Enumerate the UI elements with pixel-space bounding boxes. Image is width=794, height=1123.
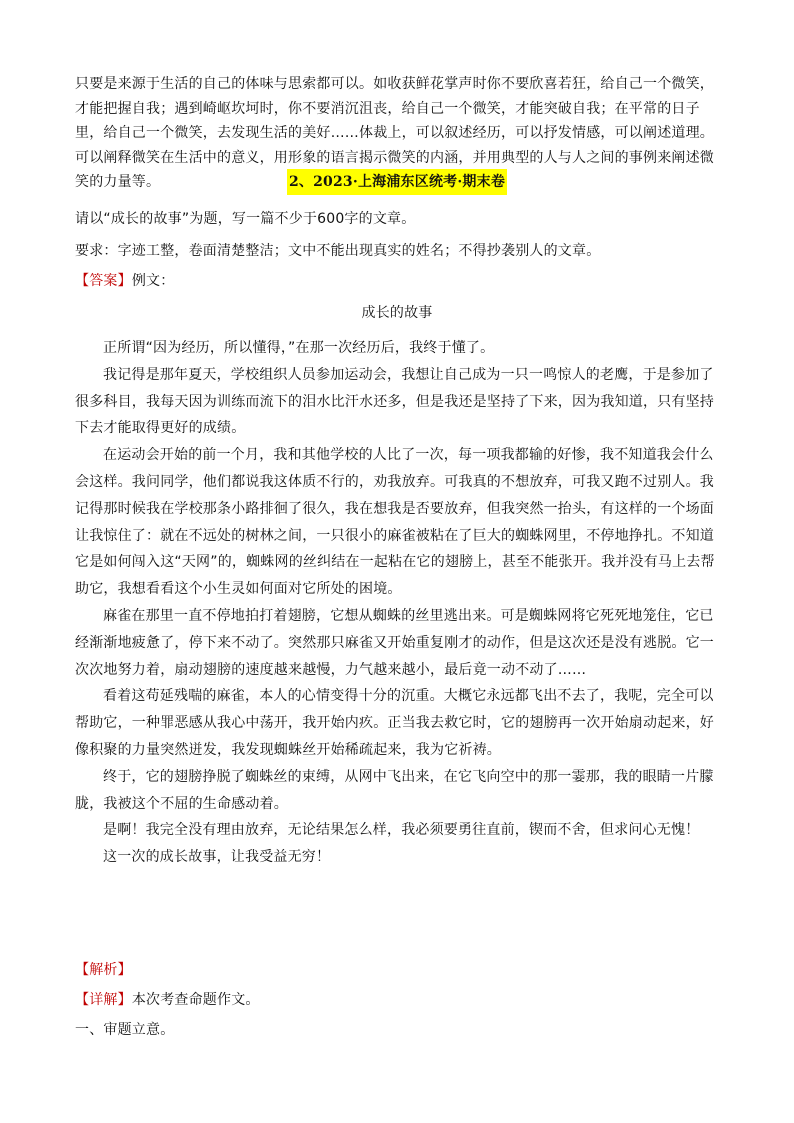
analysis-line: [75, 960, 132, 980]
intro-paragraph: 只要是来源于生活的自己的体味与思索都可以。如收获鲜花掌声时你不要欣喜若狂，给自己一个微笑，才能把握自我；遇到崎岖坎坷时，你不要消沉沮丧，给自己一个微笑，才能突破自我；在平常的日子里，给自己一个微笑，去发现生活的美好……体裁上，可以叙述经历，可以抒发情感，可以阐述道理。可以阐释微笑在生活中的意义，用形象的语言揭示微笑的内涵，并用典型的人与人之间的事例来阐述微笑的力量等。: [75, 76, 714, 190]
analysis-tag: 【解析】: [75, 962, 132, 978]
essay-paragraph: 是啊！我完全没有理由放弃，无论结果怎么样，我必须要勇往直前，锲而不舍，但求问心无愧！: [103, 822, 700, 839]
essay-paragraph: 麻雀在那里一直不停地拍打着翅膀，它想从蜘蛛的丝里逃出来。可是蜘蛛网将它死死地笼住，它已经渐渐地疲惫了，停下来不动了。突然那只麻雀又开始重复刚才的动作，但是这次还是没有逃脱。它一次次地努力着，扇动翅膀的速度越来越慢，力气越来越小，最后竟一动不动了……: [75, 607, 714, 678]
essay-paragraph: 在运动会开始的前一个月，我和其他学校的人比了一次，每一项我都输的好惨，我不知道我会什么会这样。我问同学，他们都说我这体质不行的，劝我放弃。可我真的不想放弃，可我又跑不过别人。我记得那时候我在学校那条小路排徊了很久，我在想我是否要放弃，但我突然一抬头，有这样的一个场面让我惊住了：就在不远处的树林之间，一只很小的麻雀被粘在了巨大的蜘蛛网里，不停地挣扎。不知道它是如何闯入这“天网”的，蜘蛛网的丝纠结在一起粘在它的翅膀上，甚至不能张开。我并没有马上去帮助它，我想看看这个小生灵如何面对它所处的困境。: [75, 447, 715, 598]
answer-tag: 【答案】: [75, 273, 132, 289]
essay-body: [75, 335, 725, 871]
answer-line: [75, 271, 174, 291]
question-heading: 2、2023·上海浦东区统考·期末卷: [287, 169, 507, 195]
essay-paragraph: 看着这苟延残喘的麻雀，本人的心情变得十分的沉重。大概它永远都飞出不去了，我呢，完全可以帮助它，一种罪恶感从我心中荡开，我开始内疚。正当我去救它时，它的翅膀再一次开始扇动起来，好像积聚的力量突然迸发，我发现蜘蛛丝开始稀疏起来，我为它祈祷。: [75, 688, 714, 758]
detail-text: 本次考查命题作文。: [131, 992, 260, 1008]
answer-label: 例文：: [131, 273, 175, 289]
detail-line: [75, 990, 260, 1010]
essay-title: 成长的故事: [361, 305, 433, 321]
essay-paragraph: 这一次的成长故事，让我受益无穷！: [103, 849, 331, 866]
detail-tag: 【详解】: [75, 992, 132, 1008]
essay-paragraph: 终于，它的翅膀挣脱了蜘蛛丝的束缚，从网中飞出来，在它飞向空中的那一霎那，我的眼睛一片朦胧，我被这个不屈的生命感动着。: [75, 768, 714, 812]
essay-prompt: 请以“成长的故事”为题，写一篇不少于600字的文章。: [75, 211, 416, 227]
section-one: 一、审题立意。: [75, 1022, 175, 1038]
essay-paragraph: 我记得是那年夏天，学校组织人员参加运动会，我想让自己成为一只一鸣惊人的老鹰，于是参加了很多科目，我每天因为训练而流下的泪水比汗水还多，但是我还是坚持了下来，因为我知道，只有坚持下去才能取得更好的成绩。: [75, 366, 714, 437]
question-heading-wrap: [0, 169, 794, 195]
requirements: 要求：字迹工整，卷面清楚整洁；文中不能出现真实的姓名；不得抄袭别人的文章。: [75, 243, 601, 259]
essay-paragraph: 正所谓“因为经历，所以懂得，”在那一次经历后，我终于懂了。: [103, 340, 495, 356]
